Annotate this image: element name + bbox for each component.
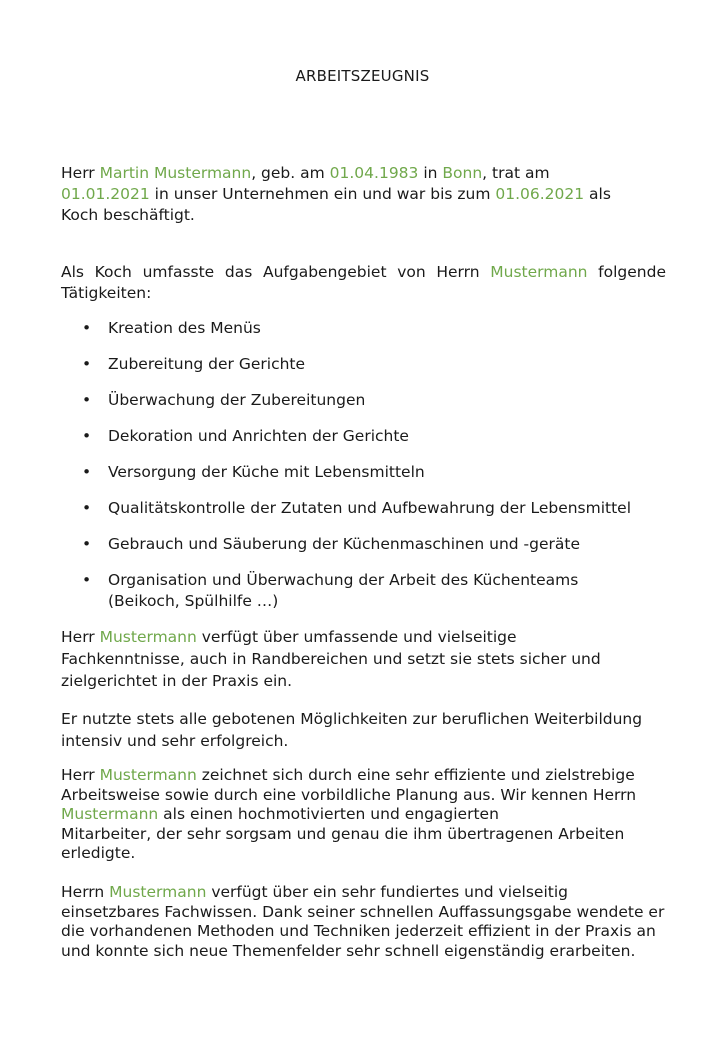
training-text: Er nutzte stets alle gebotenen Möglichkeiten zur beruflichen Weiterbildung intensiv und sehr erfolgreich.: [61, 710, 643, 750]
task-list: [82, 318, 672, 627]
intro-text: , geb. am: [251, 164, 330, 182]
birth-place: Bonn: [442, 164, 483, 182]
bullet-icon: •: [82, 355, 92, 373]
task-text: Überwachung der Zubereitungen: [108, 391, 366, 409]
knowledge-paragraph: [61, 628, 666, 692]
employee-surname: Mustermann: [99, 628, 197, 646]
start-date: 01.01.2021: [61, 185, 150, 203]
task-text: Organisation und Überwachung der Arbeit des Küchenteams (Beikoch, Spülhilfe …): [108, 571, 579, 610]
task-text: Kreation des Menüs: [108, 319, 261, 337]
employee-surname: Mustermann: [99, 766, 197, 784]
intro-paragraph: [61, 163, 666, 226]
end-date: 01.06.2021: [495, 185, 585, 203]
task-text: Gebrauch und Säuberung der Küchenmaschinen und -geräte: [108, 535, 580, 553]
expertise-paragraph: [61, 883, 669, 961]
bullet-icon: •: [82, 499, 92, 517]
bullet-icon: •: [82, 427, 92, 445]
intro-text: , trat am: [482, 164, 550, 182]
expertise-text: verfügt über ein sehr fundiertes und vielseitig einsetzbares Fachwissen. Dank seiner schnellen Auffassungsgabe wendete er die vorhandenen Methoden und Techniken jederzeit effizient in der Praxis an und konnte sich neue Themenfelder sehr schnell eigenständig erarbeiten.: [61, 883, 665, 960]
list-item: [82, 534, 672, 555]
list-item: [82, 570, 648, 612]
work-style-text: als einen hochmotivierten und engagierten: [158, 805, 499, 823]
list-item: [82, 390, 672, 411]
work-style-text: zeichnet sich durch eine sehr effiziente und zielstrebige Arbeitsweise sowie durch eine vorbildliche Planung aus. Wir kennen Herrn: [61, 766, 637, 804]
intro-text: als: [584, 185, 611, 203]
employee-surname: Mustermann: [61, 805, 159, 823]
task-text: Dekoration und Anrichten der Gerichte: [108, 427, 409, 445]
training-paragraph: [61, 708, 671, 752]
work-style-paragraph: [61, 766, 673, 864]
bullet-icon: •: [82, 391, 92, 409]
intro-text: Koch beschäftigt.: [61, 206, 195, 224]
task-text: Versorgung der Küche mit Lebensmitteln: [108, 463, 425, 481]
list-item: [82, 354, 672, 375]
bullet-icon: •: [82, 463, 92, 481]
bullet-icon: •: [82, 535, 92, 553]
list-item: [82, 426, 672, 447]
list-item: [82, 462, 672, 483]
work-style-text: Herr: [61, 766, 100, 784]
work-style-text: Mitarbeiter, der sehr sorgsam und genau die ihm übertragenen Arbeiten erledigte.: [61, 824, 625, 862]
tasks-intro-text: folgende Tätigkeiten:: [61, 263, 666, 302]
employee-surname: Mustermann: [109, 883, 207, 901]
employee-name: Martin Mustermann: [99, 164, 252, 182]
list-item: [82, 498, 672, 519]
expertise-text: Herrn: [61, 883, 110, 901]
list-item: [82, 318, 672, 339]
intro-text: Herr: [61, 164, 100, 182]
tasks-intro-text: Als Koch umfasste das Aufgabengebiet von Herrn: [61, 263, 491, 281]
task-text: Qualitätskontrolle der Zutaten und Aufbewahrung der Lebensmittel: [108, 499, 632, 517]
task-text: Zubereitung der Gerichte: [108, 355, 306, 373]
knowledge-text: verfügt über umfassende und vielseitige: [196, 628, 517, 646]
intro-text: in: [418, 164, 443, 182]
document-title: ARBEITSZEUGNIS: [295, 67, 430, 85]
bullet-icon: •: [82, 571, 92, 589]
intro-text: in unser Unternehmen ein und war bis zum: [149, 185, 496, 203]
knowledge-text: Fachkenntnisse, auch in Randbereichen und setzt sie stets sicher und zielgerichtet in der Praxis ein.: [61, 649, 601, 690]
bullet-icon: •: [82, 319, 92, 337]
knowledge-text: Herr: [61, 628, 100, 646]
tasks-intro-paragraph: [61, 262, 666, 304]
employee-surname: Mustermann: [490, 263, 588, 281]
birth-date: 01.04.1983: [329, 164, 419, 182]
